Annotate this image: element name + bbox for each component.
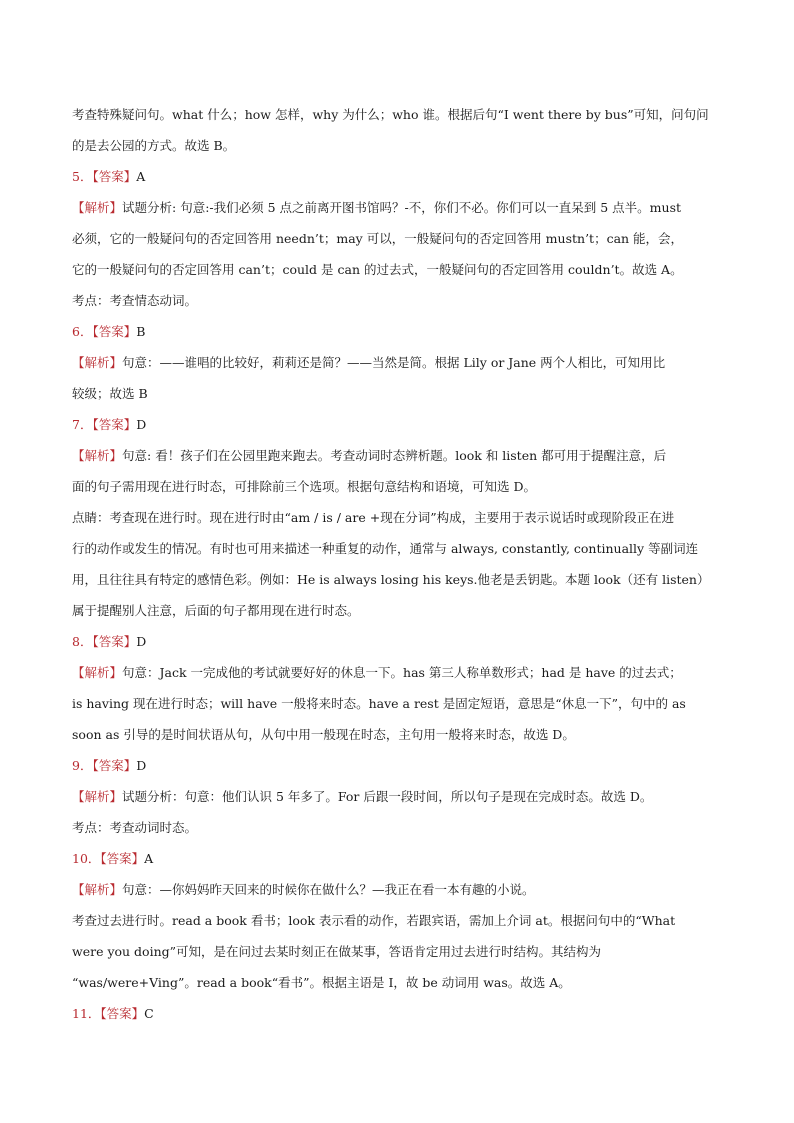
text-line (72, 285, 734, 316)
body-text: D (136, 417, 147, 432)
body-text: 它的一般疑问句的否定回答用 can’t；could 是 can 的过去式，一般疑问句的否定回答用 couldn’t。故选 A。 (72, 262, 683, 277)
body-text: 必须，它的一般疑问句的否定回答用 needn’t；may 可以，一般疑问句的否定回答用 mustn’t；can 能，会， (72, 231, 684, 246)
text-line (72, 316, 734, 347)
text-line (72, 998, 734, 1029)
text-line (72, 130, 734, 161)
body-text: A (136, 169, 146, 184)
answer-marker: 【解析】 (72, 200, 123, 215)
answer-marker: 10．【答案】 (72, 851, 145, 866)
answer-marker: 【解析】 (72, 882, 123, 897)
answer-marker: 9．【答案】 (72, 758, 137, 773)
answer-marker: 8．【答案】 (72, 634, 137, 649)
body-text: 试题分析：句意：他们认识 5 年多了。For 后跟一段时间，所以句子是现在完成时态。故选 D。 (122, 789, 653, 804)
text-line (72, 843, 734, 874)
body-text: A (144, 851, 154, 866)
body-text: 句意: 看！孩子们在公园里跑来跑去。考查动词时态辨析题。look 和 listen 都可用于提醒注意，后 (122, 448, 667, 463)
text-line (72, 936, 734, 967)
text-line (72, 564, 734, 595)
text-line (72, 161, 734, 192)
text-line (72, 223, 734, 254)
text-line (72, 688, 734, 719)
answer-marker: 【解析】 (72, 789, 123, 804)
answer-marker: 【解析】 (72, 448, 123, 463)
text-line (72, 99, 734, 130)
body-text: B (136, 324, 146, 339)
body-text: 用，且往往具有特定的感情色彩。例如：He is always losing his keys.他老是丢钥匙。本题 look（还有 listen） (72, 572, 710, 587)
text-line (72, 502, 734, 533)
text-line (72, 812, 734, 843)
body-text: 考点：考查情态动词。 (72, 293, 198, 308)
text-line (72, 254, 734, 285)
body-text: 考点：考查动词时态。 (72, 820, 198, 835)
text-line (72, 905, 734, 936)
body-text: 的是去公园的方式。故选 B。 (72, 138, 236, 153)
text-line (72, 750, 734, 781)
body-text: were you doing”可知，是在问过去某时刻正在做某事，答语肯定用过去进行时结构。其结构为 (72, 944, 602, 959)
text-line (72, 719, 734, 750)
answer-marker: 6．【答案】 (72, 324, 137, 339)
body-text: is having 现在进行时态；will have 一般将来时态。have a rest 是固定短语，意思是“休息一下”，句中的 as (72, 696, 686, 711)
text-line (72, 626, 734, 657)
text-line (72, 347, 734, 378)
body-text: C (144, 1006, 154, 1021)
text-line (72, 874, 734, 905)
body-text: D (136, 634, 147, 649)
answer-marker: 【解析】 (72, 665, 123, 680)
body-text: 属于提醒别人注意，后面的句子都用现在进行时态。 (72, 603, 360, 618)
body-text: soon as 引导的是时间状语从句，从句中用一般现在时态，主句用一般将来时态，故选 D。 (72, 727, 575, 742)
text-line (72, 440, 734, 471)
text-line (72, 471, 734, 502)
text-line (72, 378, 734, 409)
text-line (72, 781, 734, 812)
body-text: 试题分析: 句意:-我们必须 5 点之前离开图书馆吗？-不，你们不必。你们可以一直呆到 5 点半。must (122, 200, 682, 215)
text-line (72, 409, 734, 440)
body-text: D (136, 758, 147, 773)
answer-marker: 5．【答案】 (72, 169, 137, 184)
body-text: 句意：Jack 一完成他的考试就要好好的休息一下。has 第三人称单数形式；had 是 have 的过去式； (122, 665, 682, 680)
answer-marker: 【解析】 (72, 355, 123, 370)
answer-marker: 11．【答案】 (72, 1006, 145, 1021)
body-text: 句意：——谁唱的比较好，莉莉还是简？——当然是简。根据 Lily or Jane 两个人相比，可知用比 (122, 355, 666, 370)
text-line (72, 595, 734, 626)
body-text: 考查特殊疑问句。what 什么；how 怎样，why 为什么；who 谁。根据后句“I went there by bus”可知，问句问 (72, 107, 709, 122)
body-text: 较级；故选 B (72, 386, 148, 401)
text-line (72, 967, 734, 998)
body-text: 面的句子需用现在进行时态，可排除前三个选项。根据句意结构和语境，可知选 D。 (72, 479, 536, 494)
body-text: 点睛：考查现在进行时。现在进行时由“am / is / are +现在分词”构成，主要用于表示说话时或现阶段正在进 (72, 510, 675, 525)
body-text: “was/were+Ving”。read a book“看书”。根据主语是 I，故 be 动词用 was。故选 A。 (72, 975, 571, 990)
text-line (72, 192, 734, 223)
body-text: 句意：—你妈妈昨天回来的时候你在做什么？—我正在看一本有趣的小说。 (122, 882, 535, 897)
text-line (72, 657, 734, 688)
body-text: 考查过去进行时。read a book 看书；look 表示看的动作，若跟宾语，需加上介词 at。根据问句中的“What (72, 913, 676, 928)
answer-marker: 7．【答案】 (72, 417, 137, 432)
text-line (72, 533, 734, 564)
body-text: 行的动作或发生的情况。有时也可用来描述一种重复的动作，通常与 always, constantly, continually 等副词连 (72, 541, 699, 556)
